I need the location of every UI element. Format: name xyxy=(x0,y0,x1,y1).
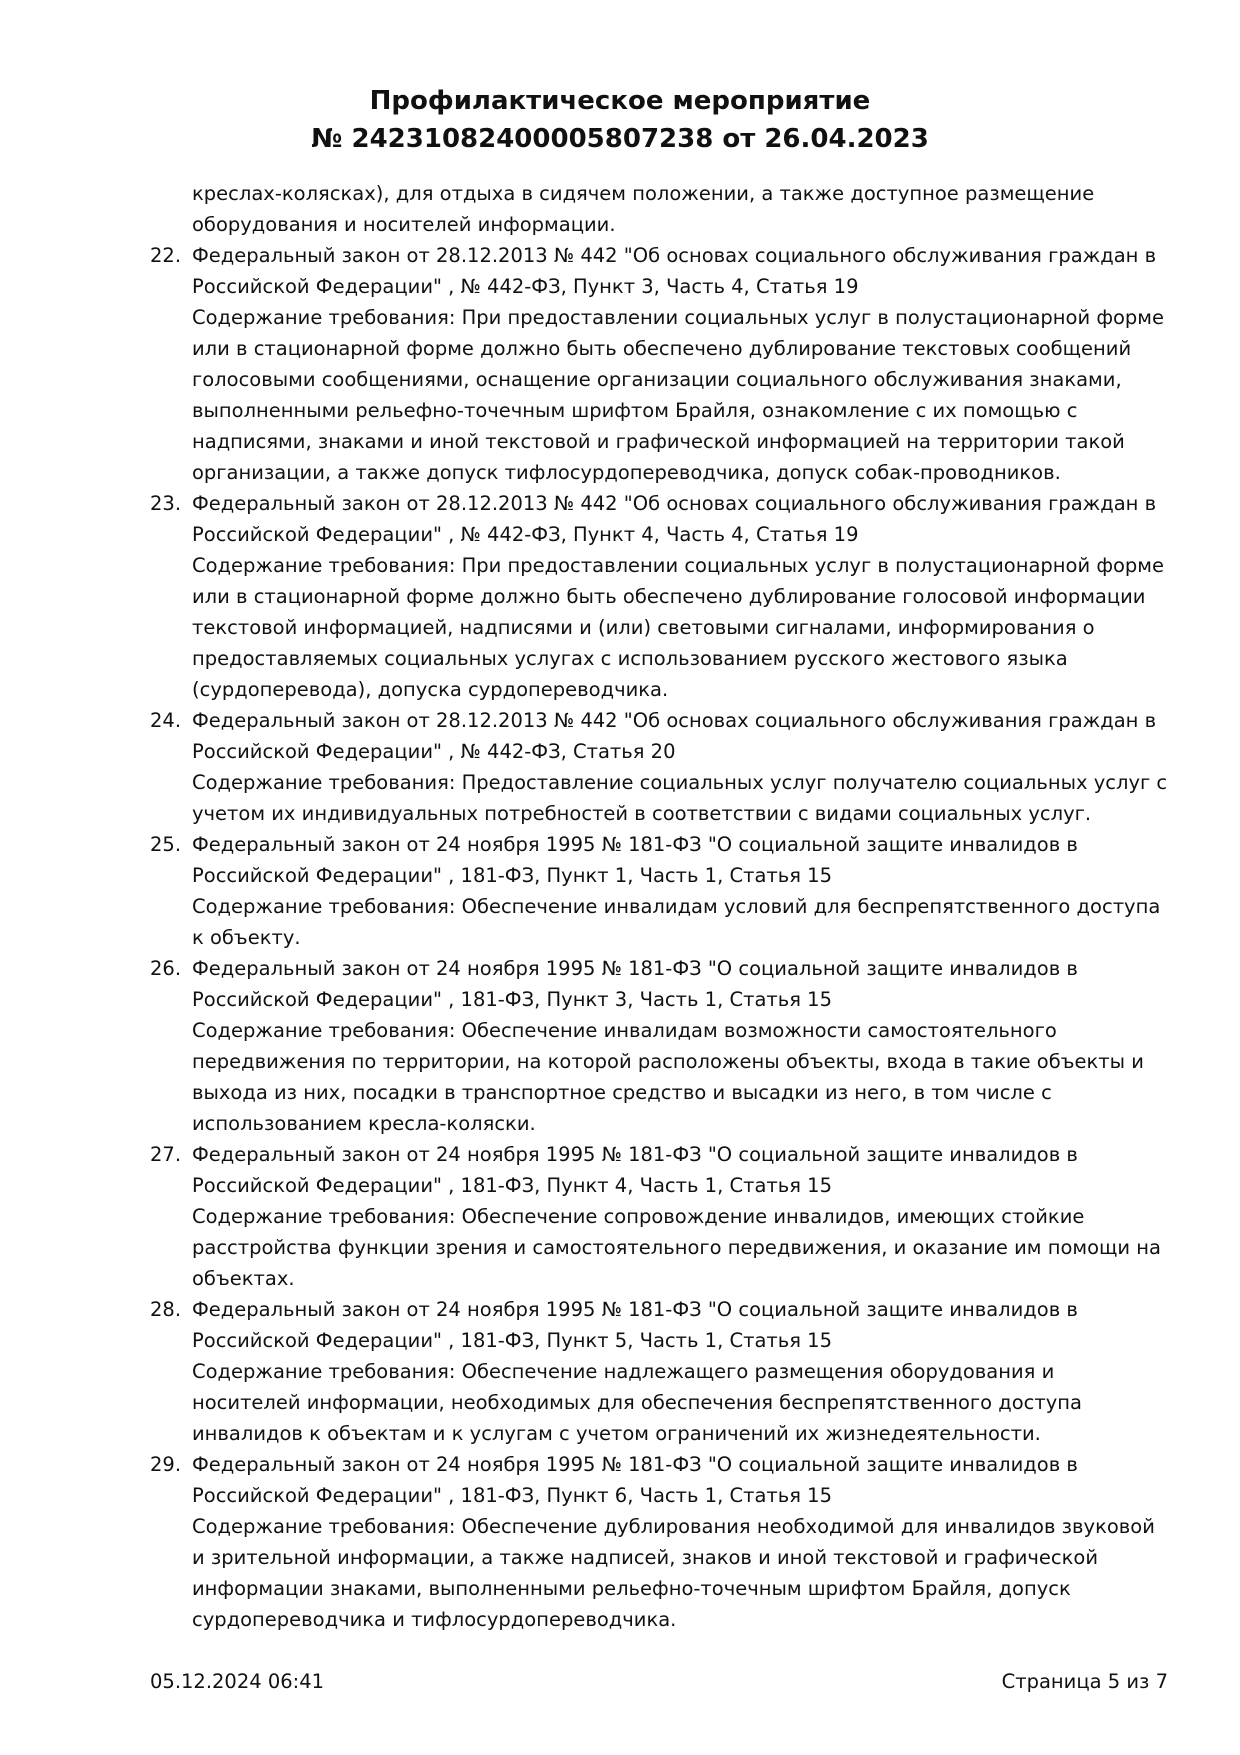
law-reference: Федеральный закон от 28.12.2013 № 442 "Об основах социального обслуживания граждан в Российской Федерации" , № 442-ФЗ, Пункт 3, Часть 4, Статья 19 xyxy=(192,244,1157,298)
law-reference: Федеральный закон от 24 ноября 1995 № 181-ФЗ "О социальной защите инвалидов в Российской Федерации" , 181-ФЗ, Пункт 5, Часть 1, Статья 15 xyxy=(192,1298,1078,1352)
list-item-22 xyxy=(150,240,1168,488)
item-number: 28. xyxy=(150,1298,182,1321)
requirement-text: Содержание требования: Обеспечение инвалидам возможности самостоятельного передвижения по территории, на которой расположены объекты, входа в такие объекты и выхода из них, посадки в транспортное средство и высадки из него, в том числе с использованием кресла-коляски. xyxy=(192,1019,1144,1135)
document-body xyxy=(150,178,1168,1635)
continuation-text: креслах-колясках), для отдыха в сидячем положении, а также доступное размещение оборудования и носителей информации. xyxy=(192,182,1095,236)
requirement-text: Содержание требования: Обеспечение надлежащего размещения оборудования и носителей информации, необходимых для обеспечения беспрепятственного доступа инвалидов к объектам и к услугам с учетом ограничений их жизнедеятельности. xyxy=(192,1360,1082,1445)
list-item-25 xyxy=(150,829,1168,953)
requirement-text: Содержание требования: При предоставлении социальных услуг в полустационарной форме или в стационарной форме должно быть обеспечено дублирование текстовых сообщений голосовыми сообщениями, оснащение организации социального обслуживания знаками, выполненными рельефно-точечным шрифтом Брайля, ознакомление с их помощью с надписями, знаками и иной текстовой и графической информацией на территории такой организации, а также допуск тифлосурдопереводчика, допуск собак-проводников. xyxy=(192,306,1165,484)
requirement-text: Содержание требования: Обеспечение дублирования необходимой для инвалидов звуковой и зрительной информации, а также надписей, знаков и иной текстовой и графической информации знаками, выполненными рельефно-точечным шрифтом Брайля, допуск сурдопереводчика и тифлосурдопереводчика. xyxy=(192,1515,1155,1631)
requirement-text: Содержание требования: Предоставление социальных услуг получателю социальных услуг с учетом их индивидуальных потребностей в соответствии с видами социальных услуг. xyxy=(192,771,1168,825)
page-number: Страница 5 из 7 xyxy=(1001,1670,1168,1693)
item-number: 29. xyxy=(150,1453,182,1476)
list-item-24 xyxy=(150,705,1168,829)
print-timestamp: 05.12.2024 06:41 xyxy=(150,1670,325,1693)
law-reference: Федеральный закон от 28.12.2013 № 442 "Об основах социального обслуживания граждан в Российской Федерации" , № 442-ФЗ, Пункт 4, Часть 4, Статья 19 xyxy=(192,492,1157,546)
list-item-28 xyxy=(150,1294,1168,1449)
law-reference: Федеральный закон от 24 ноября 1995 № 181-ФЗ "О социальной защите инвалидов в Российской Федерации" , 181-ФЗ, Пункт 1, Часть 1, Статья 15 xyxy=(192,833,1078,887)
item-number: 24. xyxy=(150,709,182,732)
law-reference: Федеральный закон от 24 ноября 1995 № 181-ФЗ "О социальной защите инвалидов в Российской Федерации" , 181-ФЗ, Пункт 3, Часть 1, Статья 15 xyxy=(192,957,1078,1011)
item-number: 22. xyxy=(150,244,182,267)
item-number: 23. xyxy=(150,492,182,515)
requirement-text: Содержание требования: При предоставлении социальных услуг в полустационарной форме или в стационарной форме должно быть обеспечено дублирование голосовой информации текстовой информацией, надписями и (или) световыми сигналами, информирования о предоставляемых социальных услугах с использованием русского жестового языка (сурдоперевода), допуска сурдопереводчика. xyxy=(192,554,1165,701)
law-reference: Федеральный закон от 28.12.2013 № 442 "Об основах социального обслуживания граждан в Российской Федерации" , № 442-ФЗ, Статья 20 xyxy=(192,709,1157,763)
item-number: 27. xyxy=(150,1143,182,1166)
requirement-text: Содержание требования: Обеспечение инвалидам условий для беспрепятственного доступа к объекту. xyxy=(192,895,1161,949)
law-reference: Федеральный закон от 24 ноября 1995 № 181-ФЗ "О социальной защите инвалидов в Российской Федерации" , 181-ФЗ, Пункт 6, Часть 1, Статья 15 xyxy=(192,1453,1078,1507)
list-item-27 xyxy=(150,1139,1168,1294)
list-item-23 xyxy=(150,488,1168,705)
list-item-29 xyxy=(150,1449,1168,1635)
document-title: Профилактическое мероприятие xyxy=(369,86,871,116)
page-footer xyxy=(150,1666,1168,1697)
document-number: № 24231082400005807238 от 26.04.2023 xyxy=(311,124,929,154)
law-reference: Федеральный закон от 24 ноября 1995 № 181-ФЗ "О социальной защите инвалидов в Российской Федерации" , 181-ФЗ, Пункт 4, Часть 1, Статья 15 xyxy=(192,1143,1078,1197)
item-number: 25. xyxy=(150,833,182,856)
requirement-text: Содержание требования: Обеспечение сопровождение инвалидов, имеющих стойкие расстройства функции зрения и самостоятельного передвижения, и оказание им помощи на объектах. xyxy=(192,1205,1161,1290)
item-number: 26. xyxy=(150,957,182,980)
list-item-26 xyxy=(150,953,1168,1139)
document-header xyxy=(0,82,1240,158)
